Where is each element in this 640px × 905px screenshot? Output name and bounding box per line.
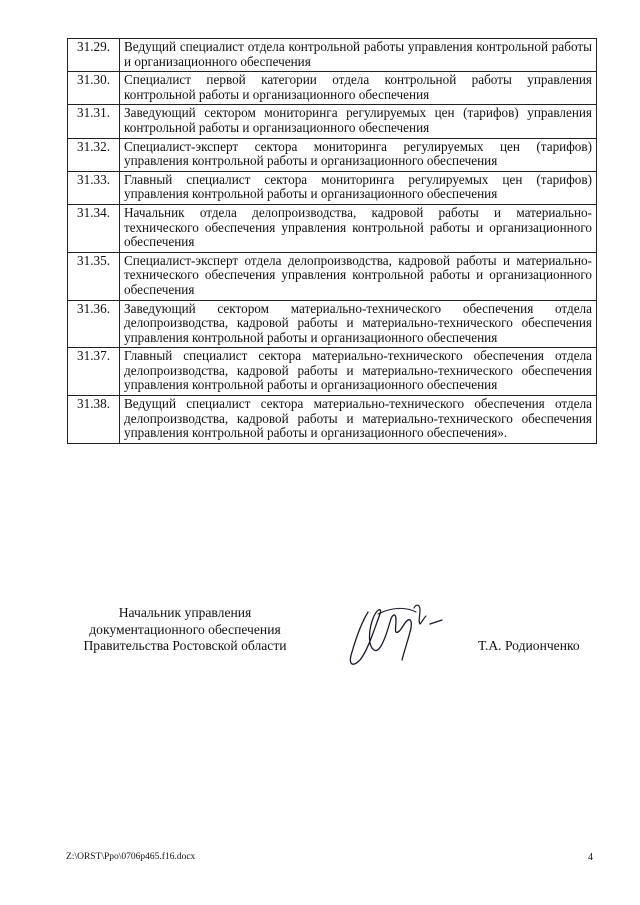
row-number: 31.30. [68,72,120,105]
table-row [68,39,597,72]
row-number: 31.31. [68,105,120,138]
signer-title-line: документационного обеспечения [89,621,281,637]
handwritten-signature-icon [338,600,448,670]
position-description: Главный специалист сектора мониторинга регулируемых цен (тарифов) управления контрольной работы и организационного обеспечения [120,171,597,204]
row-number: 31.35. [68,252,120,300]
position-description: Главный специалист сектора материально-технического обеспечения отдела делопроизводства, кадровой работы и материально-технического обеспечения управления контрольной работы и организационного обеспечения [120,348,597,396]
table-row [68,396,597,444]
position-description: Специалист-эксперт сектора мониторинга регулируемых цен (тарифов) управления контрольной работы и организационного обеспечения [120,138,597,171]
table-row [68,204,597,252]
table-row [68,138,597,171]
position-description: Ведущий специалист сектора материально-технического обеспечения отдела делопроизводства, кадровой работы и материально-технического обеспечения управления контрольной работы и организационного обеспечения». [120,396,597,444]
table-row [68,171,597,204]
position-description: Ведущий специалист отдела контрольной работы управления контрольной работы и организационного обеспечения [120,39,597,72]
row-number: 31.29. [68,39,120,72]
position-description: Специалист-эксперт отдела делопроизводства, кадровой работы и материально-технического обеспечения управления контрольной работы и организационного обеспечения [120,252,597,300]
position-description: Заведующий сектором материально-технического обеспечения отдела делопроизводства, кадровой работы и материально-технического обеспечения управления контрольной работы и организационного обеспечения [120,300,597,348]
position-description: Специалист первой категории отдела контрольной работы управления контрольной работы и организационного обеспечения [120,72,597,105]
row-number: 31.34. [68,204,120,252]
page-number: 4 [588,852,593,863]
table-row [68,348,597,396]
positions-table [67,38,597,444]
row-number: 31.32. [68,138,120,171]
signer-title-line: Начальник управления [118,605,252,620]
signer-title-line: Правительства Ростовской области [83,638,287,653]
row-number: 31.38. [68,396,120,444]
table-row [68,105,597,138]
file-path: Z:\ORST\Ppo\0706p465.f16.docx [66,852,196,862]
position-description: Начальник отдела делопроизводства, кадровой работы и материально-технического обеспечения управления контрольной работы и организационного обеспечения [120,204,597,252]
signer-name: Т.А. Родионченко [478,638,580,653]
row-number: 31.33. [68,171,120,204]
table-row [68,252,597,300]
table-row [68,72,597,105]
row-number: 31.37. [68,348,120,396]
position-description: Заведующий сектором мониторинга регулируемых цен (тарифов) управления контрольной работы и организационного обеспечения [120,105,597,138]
signer-title [70,605,300,655]
table-row [68,300,597,348]
row-number: 31.36. [68,300,120,348]
